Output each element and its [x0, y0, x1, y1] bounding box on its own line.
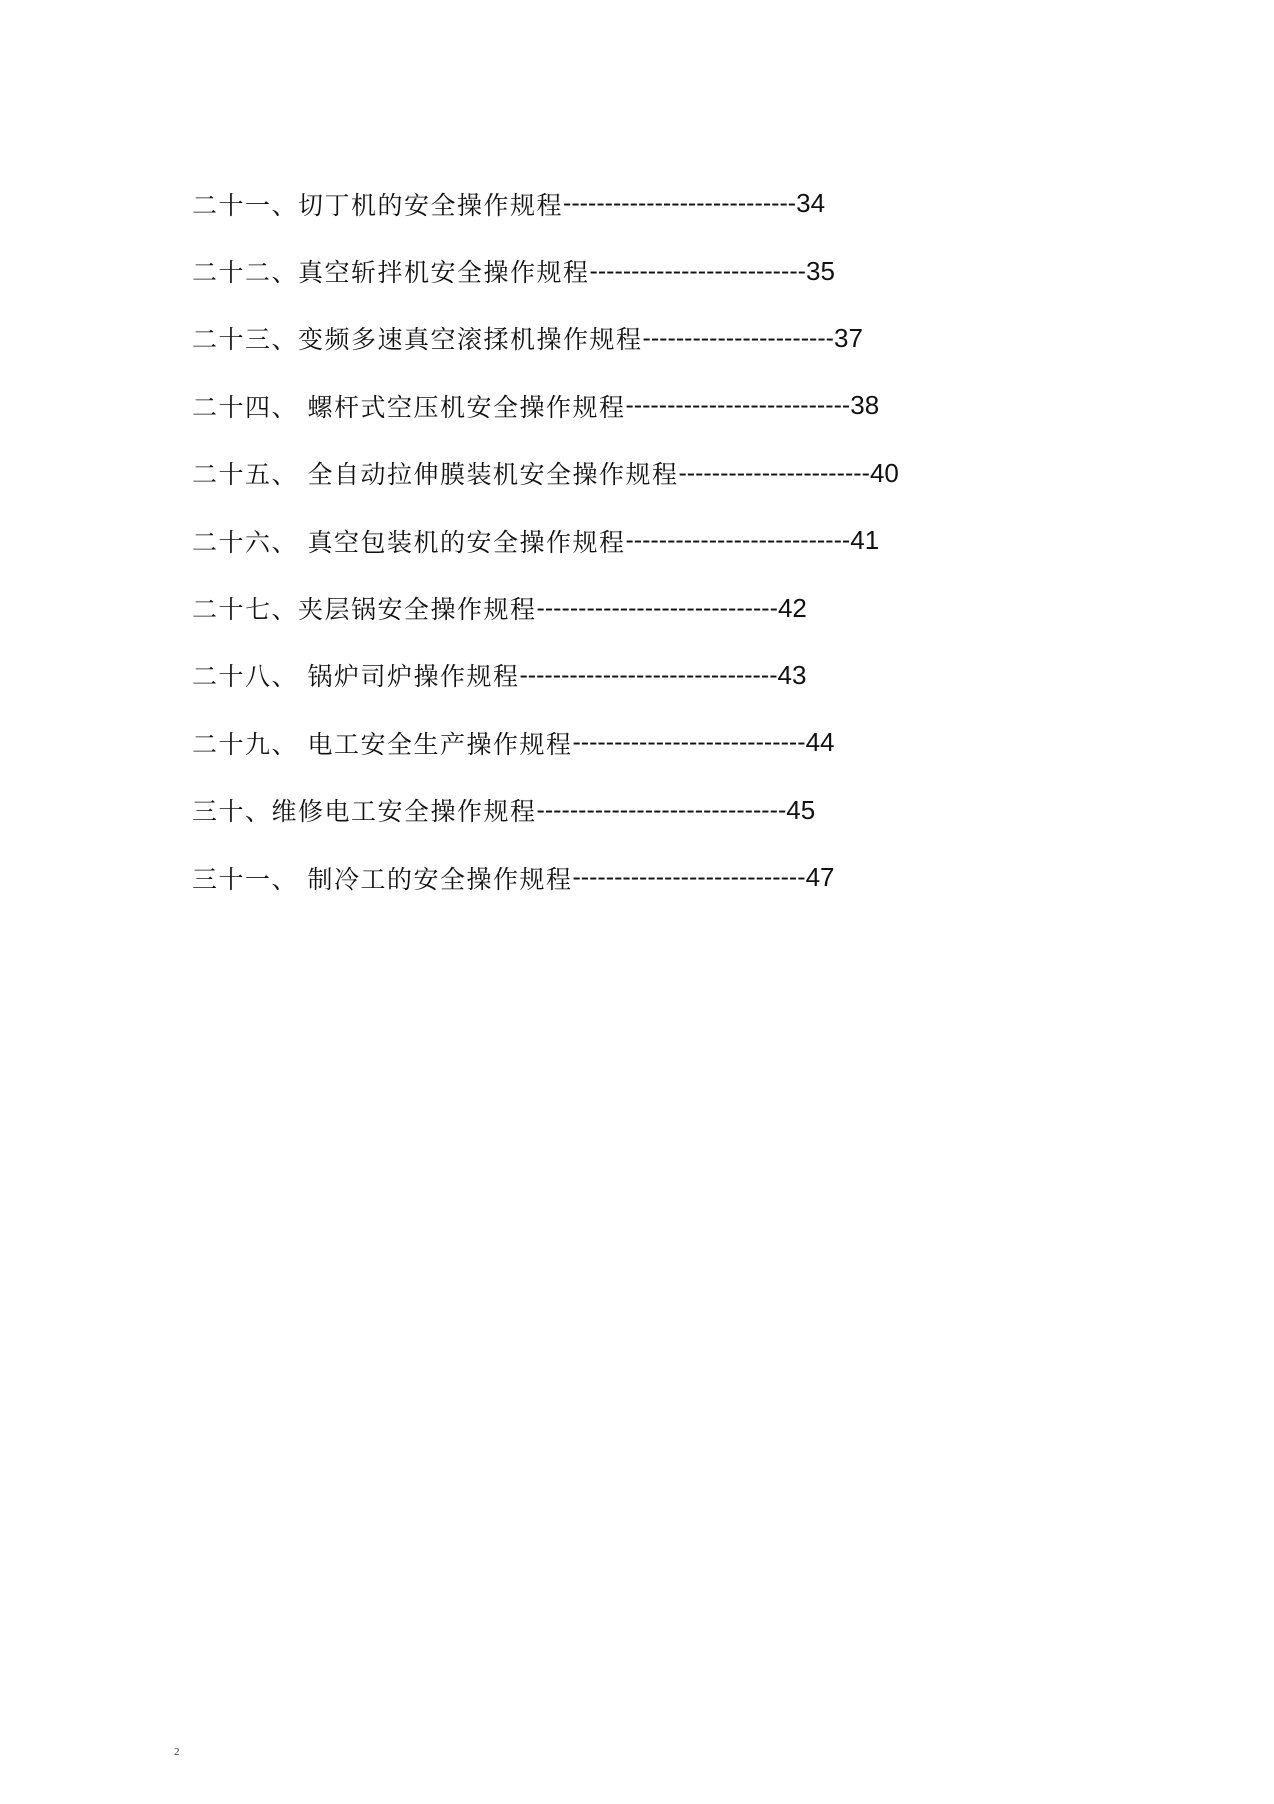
toc-entry-title: 二十四、 螺杆式空压机安全操作规程 [192, 392, 626, 422]
toc-page-number: 47 [805, 862, 835, 893]
toc-leader: ----------------------- [678, 458, 870, 487]
toc-entry[interactable] [192, 777, 1092, 844]
toc-leader: --------------------------- [625, 526, 851, 555]
toc-entry-title: 二十七、夹层锅安全操作规程 [192, 595, 537, 625]
toc-page-number: 40 [869, 457, 899, 488]
toc-page-number: 37 [834, 322, 863, 353]
toc-leader: ------------------------------- [519, 660, 778, 689]
toc-leader: -------------------------- [589, 256, 806, 285]
toc-entry-title: 二十一、切丁机的安全操作规程 [192, 190, 564, 220]
toc-entry-title: 二十六、 真空包装机的安全操作规程 [192, 527, 626, 557]
toc-entry-title: 二十八、 锅炉司炉操作规程 [192, 662, 520, 692]
toc-page-number: 41 [850, 525, 880, 556]
toc-entry-title: 二十二、真空斩拌机安全操作规程 [192, 258, 590, 288]
toc-leader: ---------------------------- [563, 189, 797, 218]
toc-entry[interactable] [192, 507, 1092, 574]
toc-entry[interactable] [192, 844, 1092, 911]
toc-page-number: 45 [786, 794, 816, 825]
toc-leader: ------------------------------ [536, 795, 787, 824]
toc-page-number: 44 [805, 727, 835, 758]
toc-entry[interactable] [192, 440, 1092, 507]
toc-entry[interactable] [192, 642, 1092, 709]
toc-entry-title: 二十三、变频多速真空滚揉机操作规程 [192, 325, 643, 355]
toc-entry-title: 三十、维修电工安全操作规程 [192, 797, 537, 827]
toc-page-number: 42 [777, 592, 807, 623]
toc-page-number: 43 [777, 659, 807, 690]
table-of-contents [192, 170, 1092, 911]
toc-leader: ---------------------------- [572, 863, 806, 892]
footer-page-number: 2 [174, 1746, 180, 1758]
toc-entry[interactable] [192, 237, 1092, 304]
toc-page-number: 38 [850, 390, 880, 421]
toc-entry[interactable] [192, 372, 1092, 439]
toc-leader: --------------------------- [625, 391, 851, 420]
toc-leader: ---------------------------- [572, 728, 806, 757]
toc-entry-title: 三十一、 制冷工的安全操作规程 [192, 864, 573, 894]
toc-entry-title: 二十九、 电工安全生产操作规程 [192, 729, 573, 759]
toc-entry-title: 二十五、 全自动拉伸膜装机安全操作规程 [192, 460, 679, 490]
toc-entry[interactable] [192, 709, 1092, 776]
toc-leader: ----------------------- [642, 323, 834, 352]
toc-page-number: 35 [805, 255, 835, 286]
toc-page-number: 34 [796, 188, 826, 219]
toc-entry[interactable] [192, 574, 1092, 641]
toc-entry[interactable] [192, 305, 1092, 372]
toc-entry[interactable] [192, 170, 1092, 237]
toc-leader: ----------------------------- [536, 593, 778, 622]
